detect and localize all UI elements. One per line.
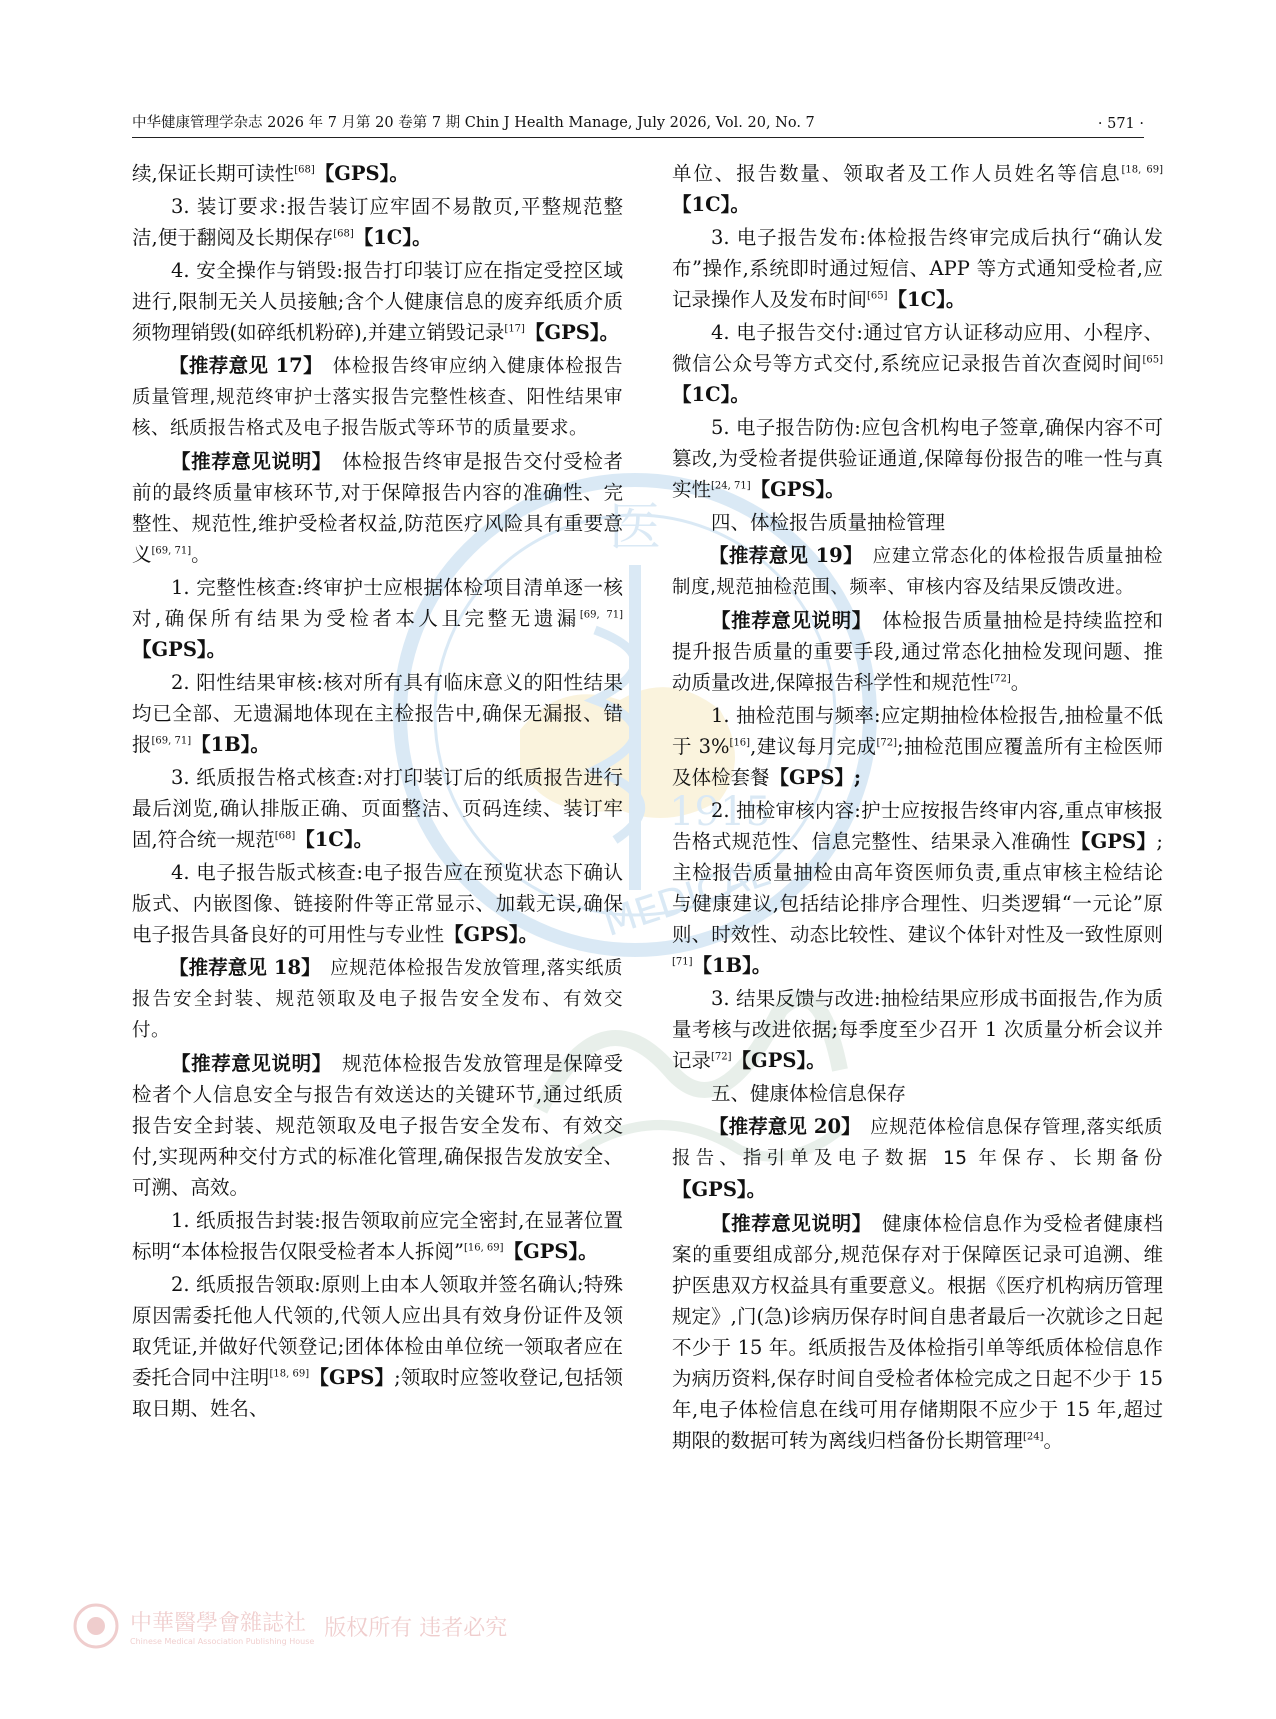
recommendation-20: 【推荐意见 20】 应规范体检信息保存管理,落实纸质报告、指引单及电子数据 15 年保存、长期备份【GPS】。 [672, 1115, 1163, 1201]
copyright-slogan: 版权所有 违者必究 [324, 1615, 508, 1641]
paragraph: 单位、报告数量、领取者及工作人员姓名等信息[18, 69]【1C】。 [672, 162, 1163, 216]
publisher-name: 中華醫學會雜誌社 [130, 1611, 307, 1636]
page-number: · 571 · [1097, 116, 1144, 132]
recommendation-18: 【推荐意见 18】 应规范体检报告发放管理,落实纸质报告安全封装、规范领取及电子报告安全发布、有效交付。 [132, 956, 623, 1041]
paragraph: 3. 电子报告发布:体检报告终审完成后执行“确认发布”操作,系统即时通过短信、APP 等方式通知受检者,应记录操作人及发布时间[65]【1C】。 [672, 226, 1163, 311]
seal-year: 1915 [669, 789, 771, 835]
paragraph: 4. 电子报告交付:通过官方认证移动应用、小程序、微信公众号等方式交付,系统应记录报告首次查阅时间[65]【1C】。 [672, 321, 1163, 406]
recommendation-20-explanation: 【推荐意见说明】 健康体检信息作为受检者健康档案的重要组成部分,规范保存对于保障医记录可追溯、维护医患双方权益具有重要意义。根据《医疗机构病历管理规定》,门(急)诊病历保存时间自患者最后一次就诊之日起不少于 15 年。纸质报告及体检指引单等纸质体检信息作为病历资料,保存时间自受检者体检完成之日起不少于 15 年,电子体检信息在线可用存储期限不应少于 15 年,超过期限的数据可转为离线归档备份长期管理[24]。 [672, 1212, 1163, 1452]
recommendation-18-explanation: 【推荐意见说明】 规范体检报告发放管理是保障受检者个人信息安全与报告有效送达的关键环节,通过纸质报告安全封装、规范领取及电子报告安全发布、有效交付,实现两种交付方式的标准化管理,确保报告发放安全、可溯、高效。 [132, 1052, 623, 1199]
right-column [672, 158, 1163, 1458]
recommendation-17: 【推荐意见 17】 体检报告终审应纳入健康体检报告质量管理,规范终审护士落实报告完整性核查、阳性结果审核、纸质报告格式及电子报告版式等环节的质量要求。 [132, 354, 623, 439]
paragraph: 1. 完整性核查:终审护士应根据体检项目清单逐一核对,确保所有结果为受检者本人且完整无遗漏[69, 71]【GPS】。 [132, 576, 624, 661]
recommendation-19: 【推荐意见 19】 应建立常态化的体检报告质量抽检制度,规范抽检范围、频率、审核内容及结果反馈改进。 [672, 544, 1163, 598]
left-column [132, 158, 623, 1426]
running-header [132, 104, 1144, 138]
seal-char: 医 [608, 498, 662, 558]
publisher-logo [72, 1598, 552, 1654]
paragraph: 1. 纸质报告封装:报告领取前应完全密封,在显著位置标明“本体检报告仅限受检者本人拆阅”[16, 69]【GPS】。 [132, 1209, 623, 1263]
paragraph: 4. 电子报告版式核查:电子报告应在预览状态下确认版式、内嵌图像、链接附件等正常显示、加载无误,确保电子报告具备良好的可用性与专业性【GPS】。 [132, 861, 623, 946]
paragraph: 1. 抽检范围与频率:应定期抽检体检报告,抽检量不低于 3%[16],建议每月完成[72];抽检范围应覆盖所有主检医师及体检套餐【GPS】; [672, 704, 1163, 789]
publisher-name-en: Chinese Medical Association Publishing House [130, 1637, 315, 1646]
recommendation-17-explanation: 【推荐意见说明】 体检报告终审是报告交付受检者前的最终质量审核环节,对于保障报告内容的准确性、完整性、规范性,维护受检者权益,防范医疗风险具有重要意义[69, 71]。 [132, 450, 623, 566]
paragraph: 3. 结果反馈与改进:抽检结果应形成书面报告,作为质量考核与改进依据;每季度至少召开 1 次质量分析会议并记录[72]【GPS】。 [672, 987, 1163, 1072]
paragraph: 续,保证长期可读性[68]【GPS】。 [132, 162, 409, 185]
paragraph: 3. 纸质报告格式核查:对打印装订后的纸质报告进行最后浏览,确认排版正确、页面整洁、页码连续、装订牢固,符合统一规范[68]【1C】。 [132, 766, 623, 851]
paragraph: 2. 纸质报告领取:原则上由本人领取并签名确认;特殊原因需委托他人代领的,代领人应出具有效身份证件及领取凭证,并做好代领登记;团体体检由单位统一领取者应在委托合同中注明[18, 69]【GPS】;领取时应签收登记,包括领取日期、姓名、 [132, 1273, 623, 1420]
seal-text: MEDICAL [597, 850, 775, 945]
journal-citation: 中华健康管理学杂志 2026 年 7 月第 20 卷第 7 期 Chin J Health Manage, July 2026, Vol. 20, No. 7 [132, 115, 815, 131]
section-heading-4: 四、体检报告质量抽检管理 [711, 511, 946, 534]
paragraph: 3. 装订要求:报告装订应牢固不易散页,平整规范整洁,便于翻阅及长期保存[68]【1C】。 [132, 195, 623, 249]
paragraph: 2. 抽检审核内容:护士应按报告终审内容,重点审核报告格式规范性、信息完整性、结果录入准确性【GPS】;主检报告质量抽检由高年资医师负责,重点审核主检结论与健康建议,包括结论排序合理性、归类逻辑“一元论”原则、时效性、动态比较性、建议个体针对性及一致性原则[71]【1B】。 [672, 799, 1163, 977]
paragraph: 5. 电子报告防伪:应包含机构电子签章,确保内容不可篡改,为受检者提供验证通道,保障每份报告的唯一性与真实性[24, 71]【GPS】。 [672, 416, 1163, 501]
publisher-emblem-icon [72, 1602, 120, 1650]
recommendation-19-explanation: 【推荐意见说明】 体检报告质量抽检是持续监控和提升报告质量的重要手段,通过常态化抽检发现问题、推动质量改进,保障报告科学性和规范性[72]。 [672, 609, 1163, 694]
paragraph: 2. 阳性结果审核:核对所有具有临床意义的阳性结果均已全部、无遗漏地体现在主检报告中,确保无漏报、错报[69, 71]【1B】。 [132, 671, 623, 756]
section-heading-5: 五、健康体检信息保存 [711, 1082, 907, 1105]
paragraph: 4. 安全操作与销毁:报告打印装订应在指定受控区域进行,限制无关人员接触;含个人健康信息的废弃纸质介质须物理销毁(如碎纸机粉碎),并建立销毁记录[17]【GPS】。 [132, 259, 623, 344]
